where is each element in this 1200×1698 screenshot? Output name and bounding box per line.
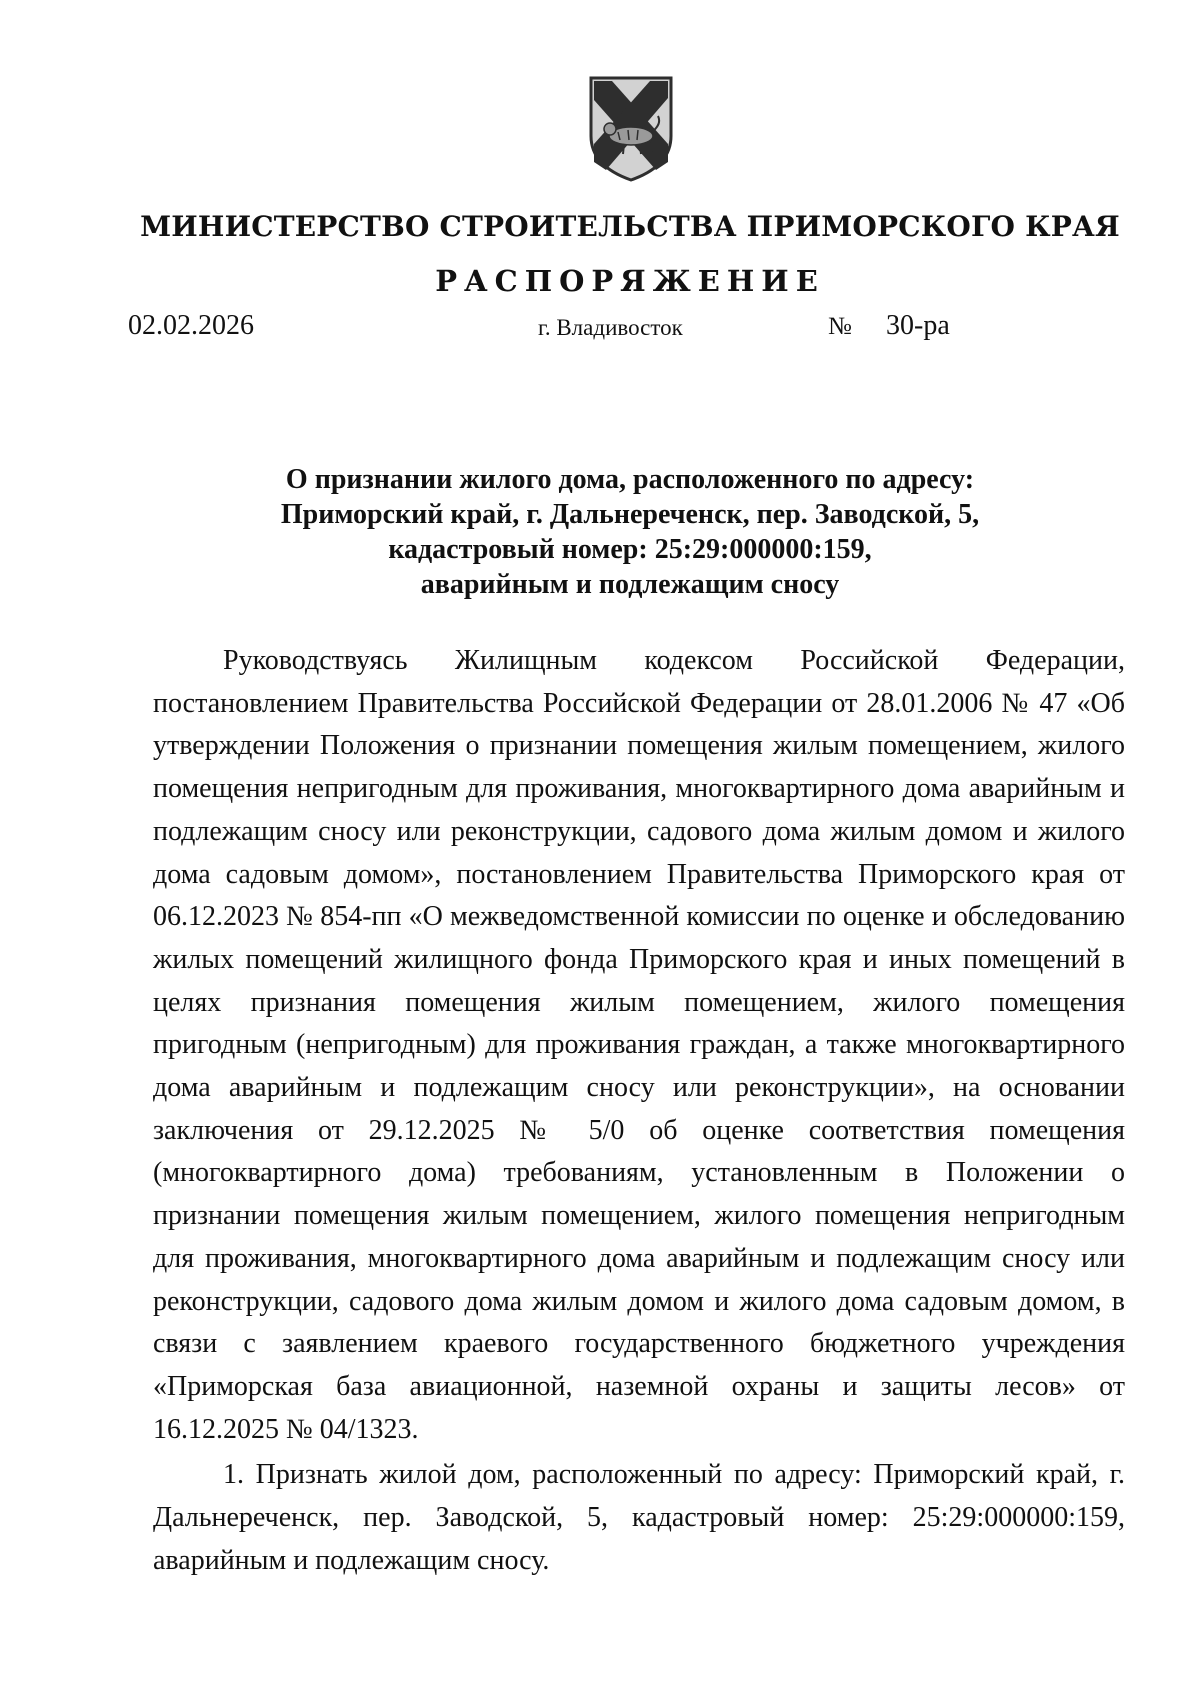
subject-line: аварийным и подлежащим сносу bbox=[420, 569, 840, 600]
document-subject bbox=[150, 462, 1110, 602]
coat-of-arms-icon bbox=[586, 74, 676, 184]
document-body bbox=[153, 640, 1125, 1582]
document-city: г. Владивосток bbox=[538, 315, 683, 340]
ministry-name: МИНИСТЕРСТВО СТРОИТЕЛЬСТВА ПРИМОРСКОГО КРАЯ bbox=[140, 210, 1120, 243]
preamble-paragraph: Руководствуясь Жилищным кодексом Российской Федерации, постановлением Правительства Российской Федерации от 28.01.2006 № 47 «Об утверждении Положения о признании помещения жилым помещением, жилого помещения непригодным для проживания, многоквартирного дома аварийным и подлежащим сносу или реконструкции, садового дома жилым домом и жилого дома садовым домом», постановлением Правительства Приморского края от 06.12.2023 № 854-пп «О межведомственной комиссии по оценке и обследованию жилых помещений жилищного фонда Приморского края и иных помещений в целях признания помещения жилым помещением, жилого помещения пригодным (непригодным) для проживания граждан, а также многоквартирного дома аварийным и подлежащим сносу или реконструкции», на основании заключения от 29.12.2025 № 5/0 об оценке соответствия помещения (многоквартирного дома) требованиям, установленным в Положении о признании помещения жилым помещением, жилого помещения непригодным для проживания, многоквартирного дома аварийным и подлежащим сносу или реконструкции, садового дома жилым домом и жилого дома садовым домом, в связи с заявлением краевого государственного бюджетного учреждения «Приморская база авиационной, наземной охраны и защиты лесов» от 16.12.2025 № 04/1323. bbox=[153, 645, 1125, 1445]
number-sign: № bbox=[828, 313, 852, 340]
subject-line: кадастровый номер: 25:29:000000:159, bbox=[388, 534, 872, 565]
subject-line: О признании жилого дома, расположенного по адресу: bbox=[285, 464, 975, 495]
document-date: 02.02.2026 bbox=[128, 310, 254, 341]
subject-line: Приморский край, г. Дальнереченск, пер. Заводской, 5, bbox=[280, 499, 980, 530]
document-number: 30-ра bbox=[886, 310, 950, 341]
order-item-1: 1. Признать жилой дом, расположенный по адресу: Приморский край, г. Дальнереченск, пер. Заводской, 5, кадастровый номер: 25:29:000000:159, аварийным и подлежащим сносу. bbox=[153, 1459, 1125, 1576]
document-type-title: РАСПОРЯЖЕНИЕ bbox=[435, 264, 825, 298]
